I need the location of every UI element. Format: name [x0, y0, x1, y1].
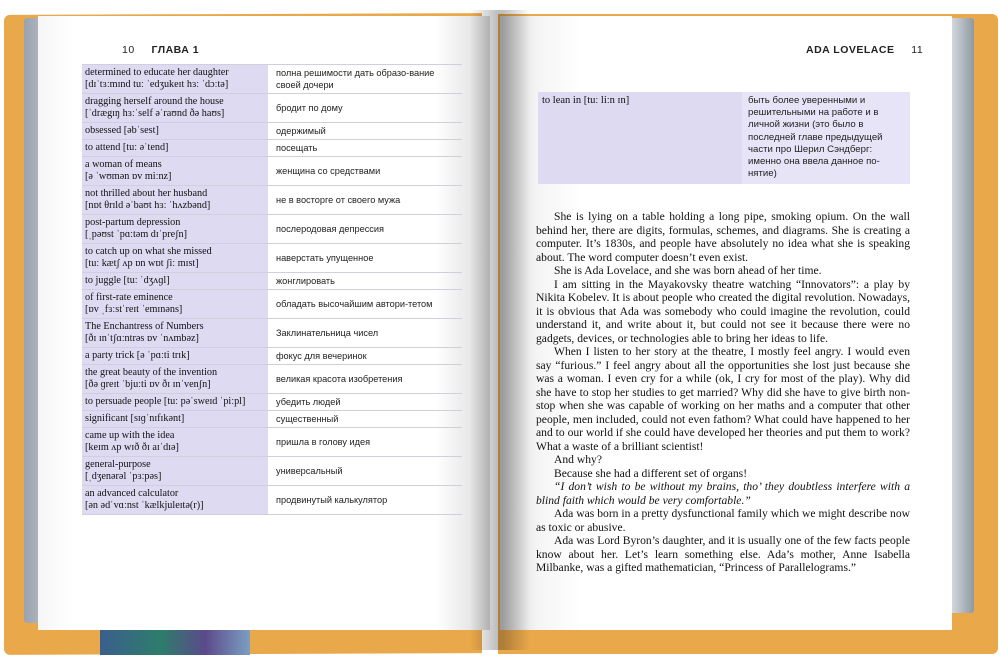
vocab-term: of first-rate eminence: [85, 292, 173, 303]
vocab-row: [82, 427, 462, 456]
vocab-transcription: [ˈdrægɪŋ hɜːˈself əˈraʊnd ðə haʊs]: [85, 108, 225, 119]
vocab-translation: полна решимости дать образо-вание своей дочери: [276, 68, 435, 90]
vocab-row: [82, 93, 462, 122]
vocab-term: significant [sɪɡˈnɪfɪkənt]: [85, 413, 185, 424]
vocab-transcription: [ən ədˈvɑːnst ˈkælkjuleɪtə(r)]: [85, 500, 204, 511]
vocab-term: to catch up on what she missed: [85, 246, 212, 257]
vocab-term: post-partum depression: [85, 217, 181, 228]
vocab-transcription: [ˌdʒenərəl ˈpɜːpəs]: [85, 471, 162, 482]
vocab-translation: бродит по дому: [276, 103, 343, 113]
vocab-translation: быть более уверенными и решительными на работе и в личной жизни (это было в последней главе предыдущей части про Шерил Сэндберг: именно она ввела данное по-нятие): [742, 92, 910, 184]
vocab-transcription: [ɒv ˌfɜːstˈreɪt ˈemɪnəns]: [85, 304, 183, 315]
vocab-term: general-purpose: [85, 459, 151, 470]
vocab-translation: убедить людей: [276, 397, 341, 407]
vocab-row: [82, 289, 462, 318]
vocab-translation: послеродовая депрессия: [276, 224, 385, 234]
vocab-translation: не в восторге от своего мужа: [276, 195, 401, 205]
vocab-transcription: [ə ˈwʊmən ɒv miːnz]: [85, 171, 172, 182]
vocab-translation: пришла в голову идея: [276, 437, 371, 447]
vocab-term: an advanced calculator: [85, 488, 179, 499]
vocab-translation: обладать высочайшим автори-тетом: [276, 299, 433, 309]
left-running-head: [122, 44, 199, 56]
vocab-term: dragging herself around the house: [85, 96, 224, 107]
vocab-transcription: [tuː kætʃ ʌp ɒn wɒt ʃiː mɪst]: [85, 258, 199, 269]
vocab-transcription: [keɪm ʌp wɪð ðɪ aɪˈdɪə]: [85, 442, 179, 453]
vocab-translation: Заклинательница чисел: [276, 328, 379, 338]
vocab-term: The Enchantress of Numbers: [85, 321, 204, 332]
vocab-term: to juggle [tuː ˈdʒʌɡl]: [85, 275, 170, 286]
vocab-row: [82, 64, 462, 93]
vocab-row: [82, 214, 462, 243]
vocab-translation: продвинутый калькулятор: [276, 495, 388, 505]
quote-paragraph: “I don’t wish to be without my brains, tho’ they doubtless interfere with a blind faith which would be very comfortable.”: [536, 480, 910, 507]
paragraph: Ada was Lord Byron’s daughter, and it is usually one of the few facts people know about her. Let’s learn something else. Ada’s mother, Anne Isabella Milbanke, was a gifted mathematician, “Princess of Parallelograms.”: [536, 534, 910, 574]
vocab-transcription: [ðə ɡreɪt ˈbjuːti ɒv ðɪ ɪnˈvenʃn]: [85, 379, 211, 390]
vocab-term: not thrilled about her husband: [85, 188, 208, 199]
paragraph: When I listen to her story at the theatre, I mostly feel angry. I would even say “furious.” I feel angry about all the opportunities she lost just because she was a woman. I even cry for a while (ok, I cry for most of the play). Why did she have to stop her studies to get married? Why did she have to give birth non-stop when she was capable of working on her maths and a computer that other people, men included, could not even fathom? What could have happened to her and to our world if she could have developed her theories and put them to work? What a waste of a brilliant scientist!: [536, 345, 910, 453]
vocab-row: [82, 272, 462, 289]
paragraph: I am sitting in the Mayakovsky theatre watching “Innovators”: a play by Nikita Kobelev. It is about people who created the digital revolution. Nowadays, it is obvious that Ada was somebody who could imagine the revolution, could understand it, and write about it, but could not see it because there were no gadgets, devices, or technologies able to bring her ideas to life.: [536, 277, 910, 345]
vocab-transcription: [ðɪ ɪnˈtʃɑːntrəs ɒv ˈnʌmbəz]: [85, 333, 199, 344]
vocab-row: [82, 139, 462, 156]
vocab-term: the great beauty of the invention: [85, 367, 218, 378]
vocab-term: to lean in [tuː liːn ɪn]: [538, 92, 742, 184]
vocab-row: [82, 156, 462, 185]
chapter-body-text: [536, 210, 910, 575]
vocab-translation: универсальный: [276, 466, 343, 476]
vocabulary-table: [82, 64, 462, 515]
vocab-translation: женщина со средствами: [276, 166, 381, 176]
left-chapter-title: ГЛАВА 1: [151, 44, 200, 56]
vocab-term: determined to educate her daughter: [85, 67, 229, 78]
right-chapter-title: ADA LOVELACE: [806, 44, 895, 56]
vocab-row: [82, 364, 462, 393]
vocab-row: [82, 393, 462, 410]
vocab-translation: великая красота изобретения: [276, 374, 403, 384]
right-page-number: 11: [911, 44, 924, 56]
vocab-term: a woman of means: [85, 159, 162, 170]
vocab-row: [82, 456, 462, 485]
paragraph: She is lying on a table holding a long pipe, smoking opium. On the wall behind her, there are digits, formulas, schemes, and diagrams. She is creating a computer. It’s 1830s, and people have absolutely no idea what she is speaking about. The word computer doesn’t even exist.: [536, 210, 910, 264]
paragraph: She is Ada Lovelace, and she was born ahead of her time.: [554, 264, 822, 277]
vocab-translation: существенный: [276, 414, 339, 424]
vocab-translation: жонглировать: [276, 276, 335, 286]
vocab-transcription: [dɪˈtɜːmɪnd tuː ˈedʒukeɪt hɜː ˈdɔːtə]: [85, 79, 229, 90]
vocab-row: [82, 347, 462, 364]
vocab-row: [82, 318, 462, 347]
vocab-term: a party trick [ə ˈpɑːti trɪk]: [85, 350, 190, 361]
paragraph: Ada was born in a pretty dysfunctional family which we might describe now as toxic or abusive.: [536, 507, 910, 534]
vocab-term: to persuade people [tuː pəˈsweɪd ˈpiːpl]: [85, 396, 246, 407]
vocab-row: [82, 243, 462, 272]
vocab-row: [82, 485, 462, 515]
vocab-term: to attend [tuː əˈtend]: [85, 142, 169, 153]
vocab-term: obsessed [əbˈsest]: [85, 125, 159, 136]
paragraph: Because she had a different set of organs!: [554, 466, 748, 480]
vocab-transcription: [ˌpəʊst ˈpɑːtəm dɪˈpreʃn]: [85, 229, 188, 240]
vocab-term: came up with the idea: [85, 430, 175, 441]
vocab-row: [82, 122, 462, 139]
vocab-row: [82, 410, 462, 427]
bookmark-strip: [100, 630, 250, 655]
right-running-head: [806, 44, 923, 56]
left-page-number: 10: [122, 44, 135, 56]
book-spine: [470, 10, 530, 650]
vocab-transcription: [nɒt θrɪld əˈbaʊt hɜː ˈhʌzbənd]: [85, 200, 211, 211]
lean-in-vocab-box: [538, 92, 910, 184]
vocab-translation: одержимый: [276, 126, 326, 136]
vocab-translation: наверстать упущенное: [276, 253, 374, 263]
vocab-row: [82, 185, 462, 214]
vocab-translation: фокус для вечеринок: [276, 351, 367, 361]
paragraph: And why?: [554, 453, 602, 466]
vocab-translation: посещать: [276, 143, 318, 153]
